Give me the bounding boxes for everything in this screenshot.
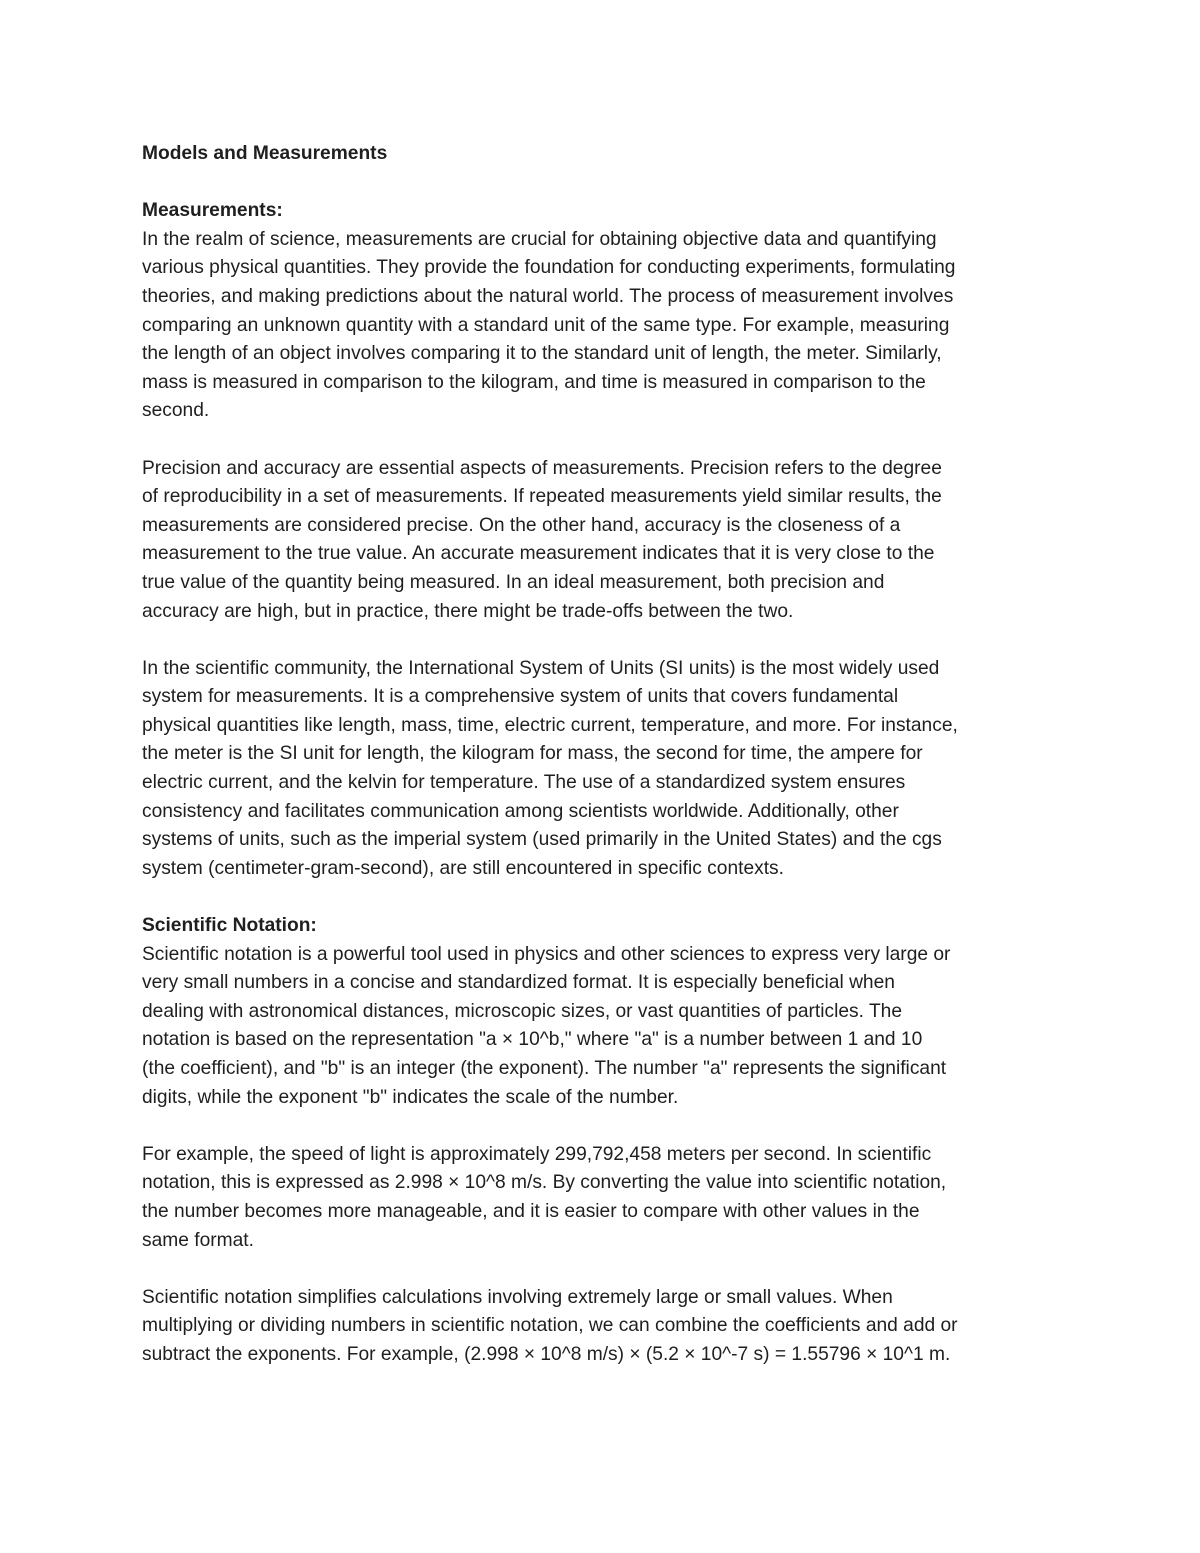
text-line: Precision and accuracy are essential aspects of measurements. Precision refers to the degree: [142, 457, 942, 479]
section-measurements: [142, 197, 1072, 883]
text-line: systems of units, such as the imperial system (used primarily in the United States) and the cgs: [142, 829, 942, 851]
text-line: consistency and facilitates communication among scientists worldwide. Additionally, other: [142, 800, 899, 822]
text-line: of reproducibility in a set of measurements. If repeated measurements yield similar results, the: [142, 486, 942, 508]
paragraph: [142, 226, 1072, 426]
paragraph: [142, 1284, 1072, 1370]
text-line: very small numbers in a concise and standardized format. It is especially beneficial when: [142, 972, 895, 994]
text-line: Scientific notation simplifies calculations involving extremely large or small values. When: [142, 1286, 893, 1308]
text-line: same format.: [142, 1229, 254, 1251]
paragraph: [142, 941, 1072, 1113]
text-line: (the coefficient), and "b" is an integer (the exponent). The number "a" represents the significant: [142, 1058, 947, 1079]
text-line: mass is measured in comparison to the kilogram, and time is measured in comparison to the: [142, 371, 926, 393]
paragraph: [142, 1141, 1072, 1255]
section-heading: Scientific Notation:: [142, 915, 317, 937]
text-line: measurement to the true value. An accurate measurement indicates that it is very close to the: [142, 543, 935, 565]
text-line: theories, and making predictions about the natural world. The process of measurement involves: [142, 285, 954, 307]
text-line: the number becomes more manageable, and it is easier to compare with other values in the: [142, 1200, 920, 1222]
text-line: measurements are considered precise. On the other hand, accuracy is the closeness of a: [142, 514, 901, 536]
text-line: the meter is the SI unit for length, the kilogram for mass, the second for time, the ampere for: [142, 743, 923, 765]
text-line: comparing an unknown quantity with a standard unit of the same type. For example, measuring: [142, 314, 950, 336]
text-line: the length of an object involves comparing it to the standard unit of length, the meter. Similarly,: [142, 343, 942, 365]
text-line: digits, while the exponent "b" indicates the scale of the number.: [142, 1086, 679, 1108]
text-line: notation, this is expressed as 2.998 × 10^8 m/s. By converting the value into scientific notation,: [142, 1172, 947, 1194]
text-line: true value of the quantity being measured. In an ideal measurement, both precision and: [142, 571, 885, 593]
text-line: physical quantities like length, mass, time, electric current, temperature, and more. For instance,: [142, 714, 958, 736]
document-body: [142, 140, 1072, 1370]
text-line: various physical quantities. They provide the foundation for conducting experiments, formulating: [142, 257, 956, 279]
text-line: In the scientific community, the International System of Units (SI units) is the most widely used: [142, 657, 940, 679]
document-title: Models and Measurements: [142, 143, 388, 164]
text-line: For example, the speed of light is approximately 299,792,458 meters per second. In scientific: [142, 1143, 932, 1165]
text-line: multiplying or dividing numbers in scientific notation, we can combine the coefficients and add or: [142, 1315, 958, 1337]
section-scientific-notation: [142, 912, 1072, 1370]
text-line: In the realm of science, measurements are crucial for obtaining objective data and quantifying: [142, 228, 937, 250]
text-line: second.: [142, 400, 210, 422]
paragraph: [142, 655, 1072, 884]
text-line: subtract the exponents. For example, (2.998 × 10^8 m/s) × (5.2 × 10^-7 s) = 1.55796 × 10^1 m.: [142, 1343, 951, 1365]
text-line: notation is based on the representation "a × 10^b," where "a" is a number between 1 and 10: [142, 1029, 923, 1051]
paragraph: [142, 455, 1072, 627]
text-line: electric current, and the kelvin for temperature. The use of a standardized system ensures: [142, 772, 906, 794]
text-line: Scientific notation is a powerful tool used in physics and other sciences to express very large or: [142, 943, 951, 965]
section-heading: Measurements:: [142, 200, 283, 222]
text-line: system (centimeter-gram-second), are still encountered in specific contexts.: [142, 857, 784, 879]
text-line: accuracy are high, but in practice, there might be trade-offs between the two.: [142, 600, 794, 622]
text-line: system for measurements. It is a comprehensive system of units that covers fundamental: [142, 686, 899, 708]
text-line: dealing with astronomical distances, microscopic sizes, or vast quantities of particles. The: [142, 1000, 903, 1022]
